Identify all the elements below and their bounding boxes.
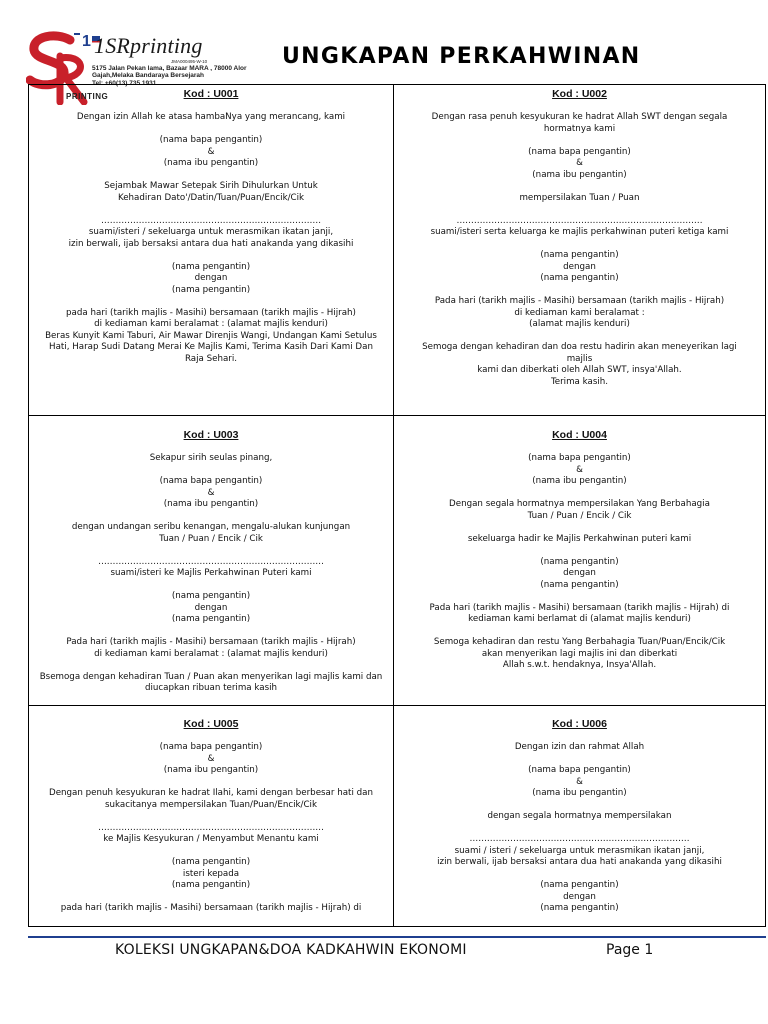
card-text-line: & <box>576 464 583 475</box>
card-text-line: Dengan izin Allah ke atasa hambaNya yang merancang, kami <box>76 112 346 122</box>
card-u006 <box>394 714 765 926</box>
card-text-line: (nama bapa pengantin) <box>528 453 631 463</box>
card-text-line: Pada hari (tarikh majlis - Masihi) bersamaan (tarikh majlis - Hijrah) <box>434 296 725 306</box>
brand-address-line: 5175 Jalan Pekan lama, Bazaar MARA , 78000 Alor <box>92 65 247 72</box>
card-text-line: (nama pengantin) <box>540 903 619 913</box>
card-spacer <box>33 660 389 672</box>
card-u001 <box>29 84 393 415</box>
card-text-line: (nama pengantin) <box>171 284 251 295</box>
card-text-line: izin berwali, ijab bersaksi antara dua hati anakanda yang dikasihi <box>68 238 354 249</box>
card-spacer <box>33 580 389 592</box>
card-text-line: (nama ibu pengantin) <box>532 476 627 486</box>
card-text-line: (nama ibu pengantin) <box>163 158 259 168</box>
card-text-line: Sekapur sirih seulas pinang, <box>149 453 273 463</box>
card-text-line: mempersilakan Tuan / Puan <box>519 192 640 203</box>
card-text-line: (nama bapa pengantin) <box>159 135 263 145</box>
card-spacer <box>33 777 389 789</box>
card-spacer <box>398 488 761 500</box>
card-text-line: Tuan / Puan / Encik / Cik <box>159 533 263 544</box>
card-text-line: Semoga dengan kehadiran dan doa restu hadirin akan meneyerikan lagi <box>422 342 737 352</box>
card-text-line: …………………………………………………………………… <box>98 822 324 833</box>
card-spacer <box>33 296 389 308</box>
card-text-line: diucapkan ribuan terima kasih <box>144 683 278 693</box>
card-text-line: (nama pengantin) <box>171 880 251 890</box>
brand-printing-label: PRINTING <box>66 92 109 101</box>
card-text-line: Semoga kehadiran dan restu Yang Berbahagia Tuan/Puan/Encik/Cik <box>433 637 726 647</box>
card-spacer <box>398 545 761 557</box>
card-text-line: di kediaman kami beralamat : <box>514 307 645 318</box>
card-spacer <box>398 626 761 638</box>
card-u004 <box>394 425 765 705</box>
card-text-line: isteri kepada <box>182 868 240 879</box>
card-text-line: suami / isteri / sekeluarga untuk merasmikan ikatan janji, <box>454 845 705 856</box>
card-text-line: kami dan diberkati oleh Allah SWT, insya'Allah. <box>477 365 682 375</box>
card-text-line: Dengan rasa penuh kesyukuran ke hadrat Allah SWT dengan segala <box>431 112 728 122</box>
page-title: UNGKAPAN PERKAHWINAN <box>282 44 641 69</box>
card-u003 <box>29 425 393 705</box>
card-text-line: suami/isteri serta keluarga ke majlis perkahwinan puteri ketiga kami <box>430 227 729 237</box>
brand-phone: Tel: +60(13) 735 1931 <box>92 79 157 87</box>
card-text-line: di kediaman kami beralamat : (alamat majlis kenduri) <box>94 319 328 329</box>
card-text-line: & <box>207 487 215 498</box>
card-text-line: kediaman kami berlamat di (alamat majlis kenduri) <box>468 614 691 624</box>
card-spacer <box>398 823 761 835</box>
card-text-line: & <box>576 158 583 168</box>
card-text-line: (nama pengantin) <box>540 556 619 567</box>
card-spacer <box>33 250 389 262</box>
card-spacer <box>398 869 761 881</box>
card-text-line: di kediaman kami beralamat : (alamat majlis kenduri) <box>94 648 328 659</box>
card-code: Kod : U001 <box>183 88 239 100</box>
card-text-line: & <box>576 776 583 787</box>
card-text-line: …………………………………………………………………. <box>101 215 321 226</box>
card-text-line: (nama ibu pengantin) <box>532 788 627 798</box>
card-spacer <box>398 591 761 603</box>
card-text-line: …………………………………………………………………………. <box>456 215 703 226</box>
card-text-line: (nama pengantin) <box>540 880 619 890</box>
card-spacer <box>398 135 761 147</box>
card-text-line: ke Majlis Kesyukuran / Menyambut Menantu kami <box>103 834 319 844</box>
card-spacer <box>398 285 761 297</box>
card-text-line: (nama bapa pengantin) <box>528 146 631 157</box>
card-text-line: pada hari (tarikh majlis - Masihi) bersamaan (tarikh majlis - Hijrah) di <box>60 903 362 913</box>
card-text-line: …………………………………………………………………. <box>469 834 690 844</box>
card-text-line: Allah s.w.t. hendaknya, Insya'Allah. <box>502 660 657 670</box>
card-text-line: (nama ibu pengantin) <box>163 765 259 775</box>
grid-divider-horizontal <box>28 415 766 416</box>
card-text-line: (nama bapa pengantin) <box>159 742 263 752</box>
card-text-line: dengan segala hormatnya mempersilakan <box>487 811 672 821</box>
card-code: Kod : U006 <box>552 718 607 730</box>
card-text-line: dengan <box>563 568 596 578</box>
card-spacer <box>398 181 761 193</box>
card-text-line: Kehadiran Dato'/Datin/Tuan/Puan/Encik/Cik <box>117 192 305 203</box>
card-text-line: (nama pengantin) <box>171 857 251 867</box>
card-text-line: (nama pengantin) <box>540 250 619 260</box>
brand-registration: JMA000495-W-10 <box>171 59 208 64</box>
card-text-line: Dengan izin dan rahmat Allah <box>514 742 645 752</box>
page-number: Page 1 <box>606 942 654 958</box>
card-text-line: suami/isteri / sekeluarga untuk merasmikan ikatan janji, <box>88 227 334 237</box>
card-text-line: Raja Sehari. <box>184 353 238 364</box>
grid-divider-horizontal <box>28 705 766 706</box>
card-text-line: akan menyerikan lagi majlis ini dan diberkati <box>481 648 678 659</box>
card-u005 <box>29 714 393 926</box>
card-spacer <box>398 331 761 343</box>
brand-address-line: Gajah,Melaka Bandaraya Bersejarah <box>92 72 205 80</box>
card-code: Kod : U002 <box>552 88 607 100</box>
card-text-line: Sejambak Mawar Setepak Sirih Dihulurkan Untuk <box>104 181 318 191</box>
card-spacer <box>398 204 761 216</box>
footer-title: KOLEKSI UNGKAPAN&DOA KADKAHWIN EKONOMI <box>115 942 467 958</box>
svg-text:1: 1 <box>82 33 91 50</box>
brand-name: 1SRprinting <box>94 33 203 58</box>
card-text-line: (nama bapa pengantin) <box>159 476 263 486</box>
card-text-line: suami/isteri ke Majlis Perkahwinan Puteri kami <box>110 568 312 578</box>
card-spacer <box>33 124 389 136</box>
card-text-line: (nama pengantin) <box>171 614 251 624</box>
card-text-line: (nama pengantin) <box>171 261 251 272</box>
card-text-line: dengan <box>194 273 228 283</box>
footer-rule <box>28 936 766 938</box>
card-spacer <box>398 800 761 812</box>
card-text-line: (nama pengantin) <box>171 591 251 601</box>
card-text-line: …………………………………………………………………… <box>98 556 324 567</box>
card-spacer <box>398 239 761 251</box>
card-text-line: (nama pengantin) <box>540 579 619 590</box>
card-text-line: Dengan penuh kesyukuran ke hadrat Ilahi, kami dengan berbesar hati dan <box>49 788 373 798</box>
card-text-line: (nama ibu pengantin) <box>163 499 259 509</box>
card-text-line: (nama pengantin) <box>540 273 619 283</box>
card-text-line: Beras Kunyit Kami Taburi, Air Mawar Direnjis Wangi, Undangan Kami Setulus <box>45 330 377 341</box>
card-spacer <box>398 522 761 534</box>
card-spacer <box>33 204 389 216</box>
card-u002 <box>394 84 765 415</box>
card-text-line: sukacitanya mempersilakan Tuan/Puan/Encik/Cik <box>105 799 317 810</box>
card-code: Kod : U003 <box>183 429 239 441</box>
card-text-line: Pada hari (tarikh majlis - Masihi) bersamaan (tarikh majlis - Hijrah) di <box>429 602 730 613</box>
card-text-line: pada hari (tarikh majlis - Masihi) bersamaan (tarikh majlis - Hijrah) <box>66 307 356 318</box>
card-code: Kod : U005 <box>183 718 239 730</box>
card-spacer <box>33 545 389 557</box>
cards-grid <box>28 84 766 927</box>
card-text-line: (nama bapa pengantin) <box>528 765 631 775</box>
card-text-line: dengan <box>563 891 596 902</box>
card-spacer <box>33 892 389 904</box>
card-spacer <box>33 626 389 638</box>
card-text-line: (alamat majlis kenduri) <box>529 319 630 329</box>
card-text-line: Bsemoga dengan kehadiran Tuan / Puan akan menyerikan lagi majlis kami dan <box>39 671 383 682</box>
card-text-line: Terima kasih. <box>550 376 609 387</box>
card-spacer <box>33 170 389 182</box>
card-spacer <box>33 511 389 523</box>
card-text-line: Dengan segala hormatnya mempersilakan Yang Berbahagia <box>449 499 710 509</box>
card-text-line: hormatnya kami <box>543 123 616 134</box>
card-code: Kod : U004 <box>552 429 607 441</box>
card-text-line: Hati, Harap Sudi Datang Merai Ke Majlis Kami, Terima Kasih Dari Kami Dan <box>49 342 373 352</box>
card-spacer <box>398 754 761 766</box>
card-text-line: dengan <box>194 602 228 613</box>
card-text-line: izin berwali, ijab bersaksi antara dua hati anakanda yang dikasihi <box>437 857 722 867</box>
card-text-line: dengan undangan seribu kenangan, mengalu-alukan kunjungan <box>71 522 351 532</box>
card-text-line: Pada hari (tarikh majlis - Masihi) bersamaan (tarikh majlis - Hijrah) <box>66 637 356 647</box>
card-spacer <box>33 811 389 823</box>
card-spacer <box>33 465 389 477</box>
card-text-line: & <box>207 753 215 764</box>
card-text-line: Tuan / Puan / Encik / Cik <box>527 510 632 521</box>
card-text-line: (nama ibu pengantin) <box>532 169 627 180</box>
card-spacer <box>33 846 389 858</box>
card-text-line: dengan <box>563 261 596 272</box>
card-text-line: sekeluarga hadir ke Majlis Perkahwinan puteri kami <box>467 533 692 544</box>
card-text-line: majlis <box>566 353 593 364</box>
card-text-line: & <box>207 146 215 157</box>
